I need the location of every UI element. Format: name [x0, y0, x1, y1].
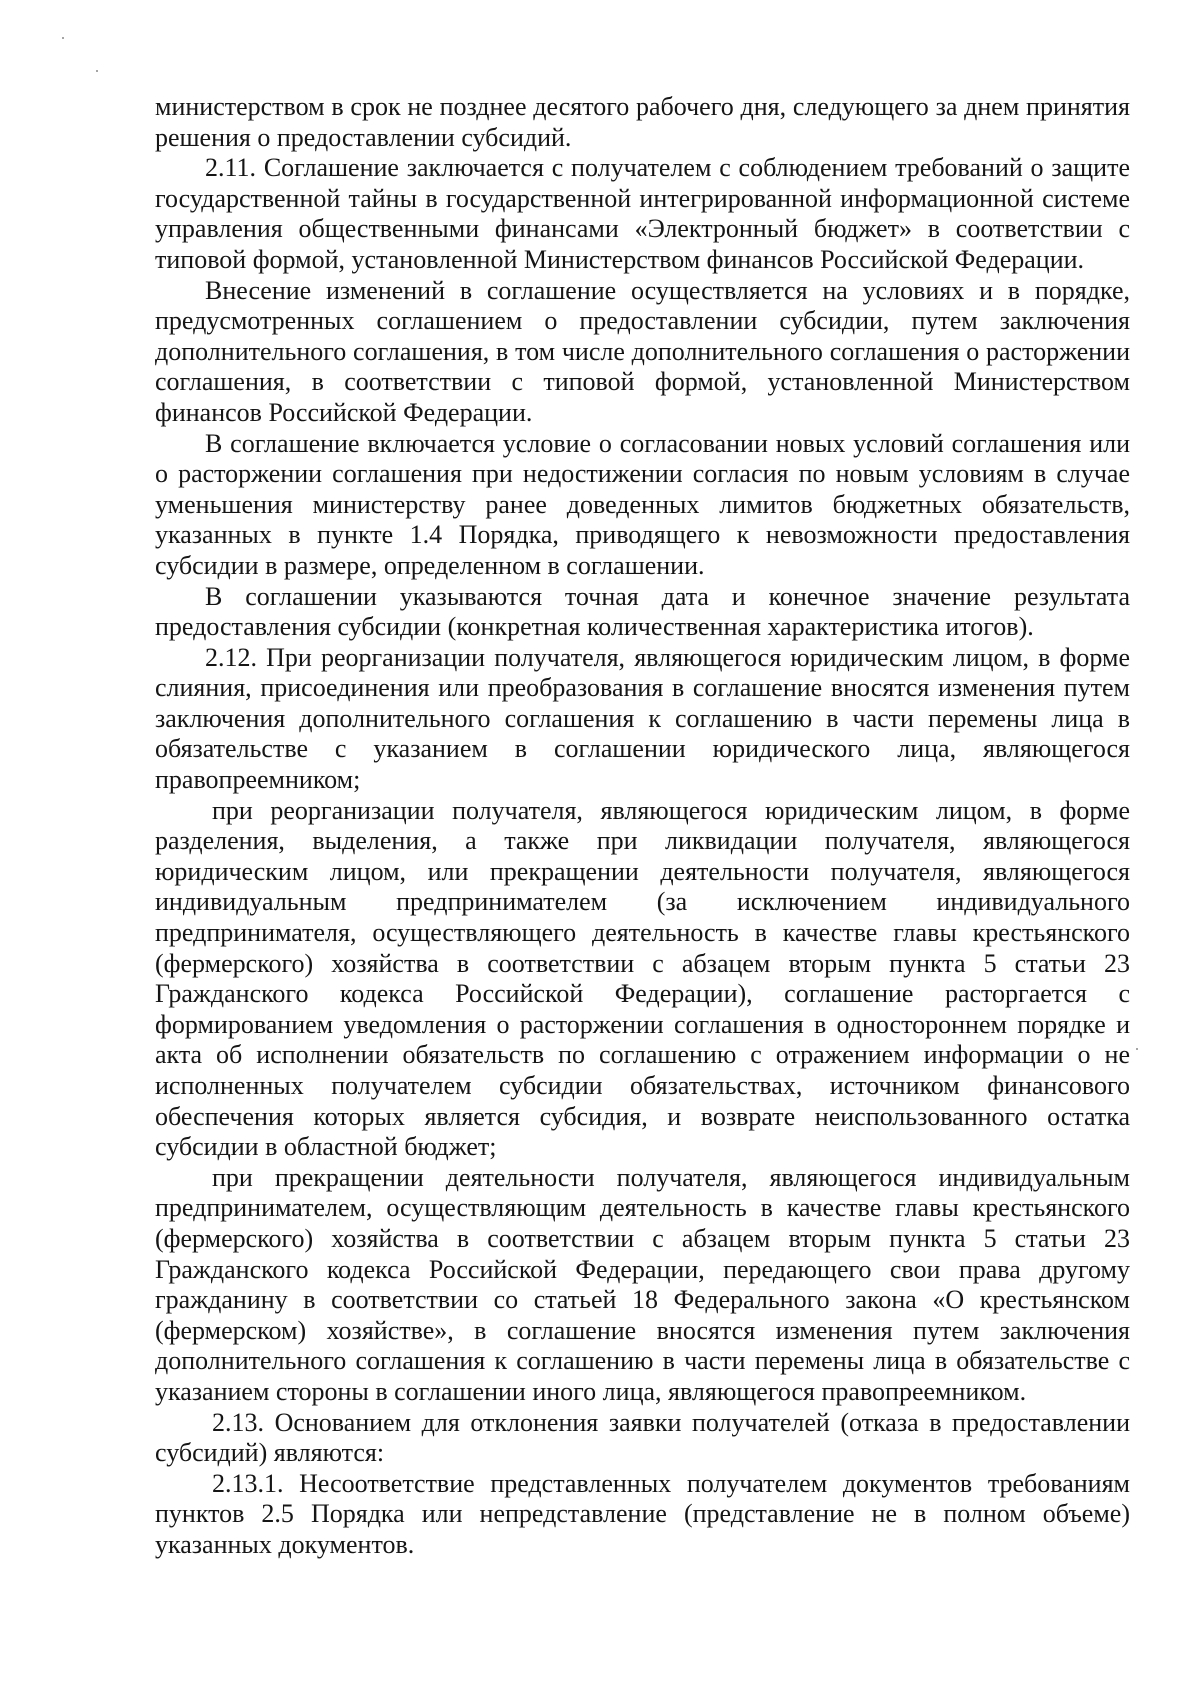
- document-body: [155, 92, 1130, 1561]
- paragraph-agreement-conditions: В соглашение включается условие о согласовании новых условий соглашения или о расторжении соглашения при недостижении согласия по новым условиям в случае уменьшения министерству ранее доведенных лимитов бюджетных обязательств, указанных в пункте 1.4 Порядка, приводящего к невозможности предоставления субсидии в размере, определенном в соглашении.: [155, 428, 1130, 580]
- scan-speck: [1136, 1048, 1138, 1050]
- paragraph-result-date: В соглашении указываются точная дата и конечное значение результата предоставления субсидии (конкретная количественная характеристика итогов).: [155, 581, 1130, 642]
- paragraph-2-11: 2.11. Соглашение заключается с получателем с соблюдением требований о защите государственной тайны в государственной интегрированной информационной системе управления общественными финансами «Электронный бюджет» в соответствии с типовой формой, установленной Министерством финансов Российской Федерации.: [155, 153, 1130, 274]
- scan-speck: [62, 37, 64, 39]
- paragraph-termination: при прекращении деятельности получателя, являющегося индивидуальным предпринимателем, осуществляющим деятельность в качестве главы крестьянского (фермерского) хозяйства в соответствии с абзацем вторым пункта 5 статьи 23 Гражданского кодекса Российской Федерации, передающего свои права другому гражданину в соответствии со статьей 18 Федерального закона «О крестьянском (фермерском) хозяйстве», в соглашение вносятся изменения путем заключения дополнительного соглашения к соглашению в части перемены лица в обязательстве с указанием стороны в соглашении иного лица, являющегося правопреемником.: [155, 1162, 1130, 1406]
- paragraph-continuation: министерством в срок не позднее десятого рабочего дня, следующего за днем принятия решения о предоставлении субсидий.: [155, 92, 1130, 152]
- scan-speck: [96, 70, 98, 72]
- paragraph-amendments: Внесение изменений в соглашение осуществляется на условиях и в порядке, предусмотренных соглашением о предоставлении субсидии, путем заключения дополнительного соглашения, в том числе дополнительного соглашения о расторжении соглашения, в соответствии с типовой формой, установленной Министерством финансов Российской Федерации.: [155, 275, 1130, 427]
- paragraph-2-13: 2.13. Основанием для отклонения заявки получателей (отказа в предоставлении субсидий) являются:: [155, 1407, 1130, 1468]
- paragraph-reorganization: при реорганизации получателя, являющегося юридическим лицом, в форме разделения, выделения, а также при ликвидации получателя, являющегося юридическим лицом, или прекращении деятельности получателя, являющегося индивидуальным предпринимателем (за исключением индивидуального предпринимателя, осуществляющего деятельность в качестве главы крестьянского (фермерского) хозяйства в соответствии с абзацем вторым пункта 5 статьи 23 Гражданского кодекса Российской Федерации), соглашение расторгается с формированием уведомления о расторжении соглашения в одностороннем порядке и акта об исполнении обязательств по соглашению с отражением информации о не исполненных получателем субсидии обязательствах, источником финансового обеспечения которых является субсидия, и возврате неиспользованного остатка субсидии в областной бюджет;: [155, 795, 1130, 1162]
- paragraph-2-12: 2.12. При реорганизации получателя, являющегося юридическим лицом, в форме слияния, присоединения или преобразования в соглашение вносятся изменения путем заключения дополнительного соглашения к соглашению в части перемены лица в обязательстве с указанием в соглашении юридического лица, являющегося правопреемником;: [155, 642, 1130, 795]
- paragraph-2-13-1: 2.13.1. Несоответствие представленных получателем документов требованиям пунктов 2.5 Порядка или непредставление (представление не в полном объеме) указанных документов.: [155, 1468, 1130, 1559]
